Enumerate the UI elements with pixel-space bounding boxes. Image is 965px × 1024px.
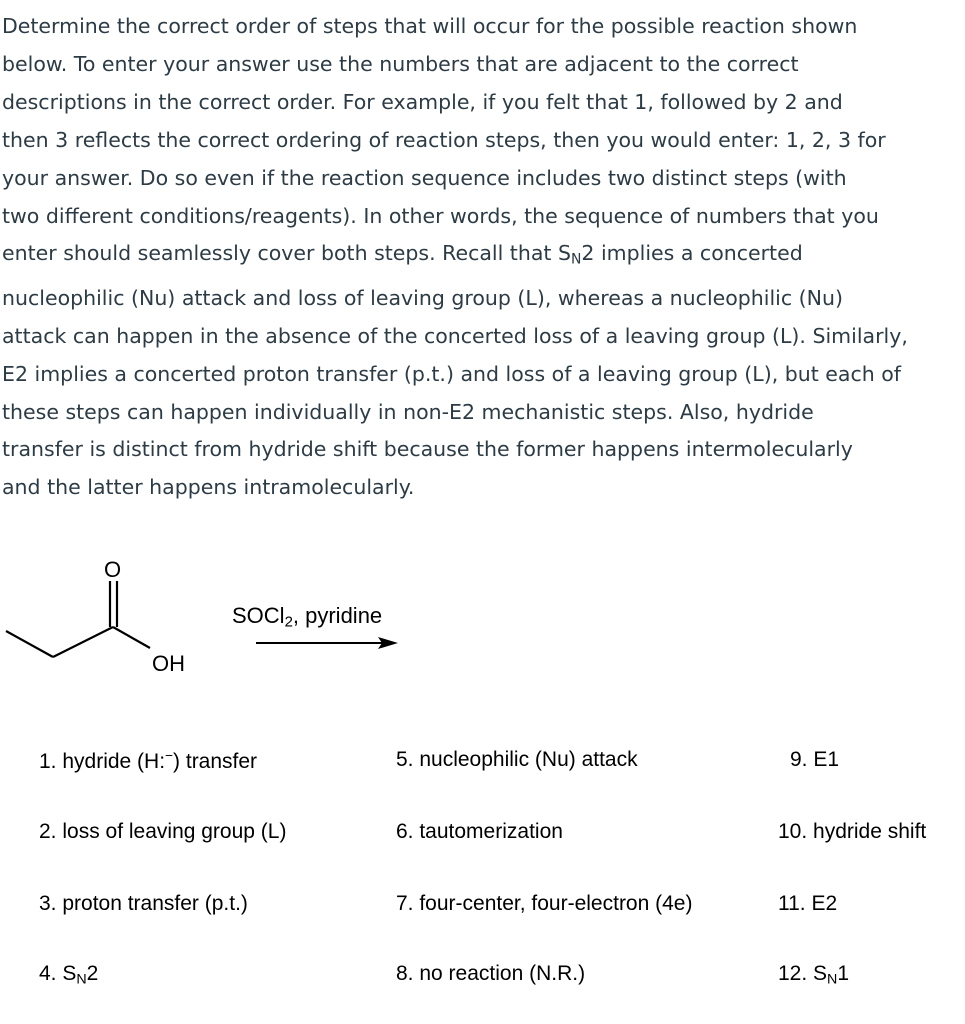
question-line — [2, 235, 962, 279]
option-4-pre: 4. S — [39, 962, 77, 985]
option-12 — [778, 962, 849, 988]
question-line: transfer is distinct from hydride shift because the former happens intermolecularly — [2, 437, 853, 462]
question-line: below. To enter your answer use the numbers that are adjacent to the correct — [2, 51, 799, 76]
option-1 — [39, 748, 257, 774]
sn2-s: S — [557, 241, 571, 266]
reagent-label — [232, 603, 382, 631]
reaction-scheme — [0, 555, 420, 685]
bond-c-oh — [113, 627, 150, 648]
option-7: 7. four-center, four-electron (4e) — [396, 892, 693, 915]
option-2: 2. loss of leaving group (L) — [39, 820, 287, 843]
question-line: descriptions in the correct order. For example, if you felt that 1, followed by 2 and — [2, 89, 843, 114]
question-text — [2, 8, 962, 507]
question-line: two different conditions/reagents). In other words, the sequence of numbers that you — [2, 203, 879, 228]
option-1-pre: 1. hydride (H: — [39, 750, 166, 773]
reagent-suffix: , pyridine — [292, 603, 383, 628]
reagent-subscript: 2 — [284, 613, 293, 631]
sn2-subscript: N — [570, 251, 582, 268]
question-line: attack can happen in the absence of the concerted loss of a leaving group (L). Similarly, — [2, 323, 908, 348]
question-line-text: enter should seamlessly cover both steps. Recall that — [2, 241, 558, 266]
option-8: 8. no reaction (N.R.) — [396, 962, 586, 985]
option-10: 10. hydride shift — [778, 820, 927, 843]
option-4-sub: N — [76, 971, 87, 988]
option-3: 3. proton transfer (p.t.) — [39, 892, 248, 915]
question-line: and the latter happens intramolecularly. — [2, 475, 415, 500]
reagent-prefix: SOCl — [232, 603, 285, 628]
question-line: Determine the correct order of steps that will occur for the possible reaction shown — [2, 14, 858, 38]
question-line: nucleophilic (Nu) attack and loss of leaving group (L), whereas a nucleophilic (Nu) — [2, 285, 843, 310]
carbonyl-oxygen: O — [104, 557, 122, 582]
option-9: 9. E1 — [790, 748, 840, 771]
question-line-tail: implies a concerted — [594, 241, 803, 266]
option-1-post: ) transfer — [173, 750, 258, 773]
option-4 — [39, 962, 98, 988]
option-1-charge: − — [165, 748, 174, 763]
question-line: then 3 reflects the correct ordering of reaction steps, then you would enter: 1, 2, 3 for — [2, 127, 886, 152]
bond-ch3-ch2 — [6, 631, 53, 657]
hydroxyl-group: OH — [152, 651, 185, 676]
option-12-sub: N — [827, 971, 838, 988]
option-11: 11. E2 — [778, 892, 838, 915]
option-12-pre: 12. S — [778, 962, 828, 985]
question-line: E2 implies a concerted proton transfer (p.t.) and loss of a leaving group (L), but each of — [2, 361, 902, 386]
option-12-post: 1 — [837, 962, 850, 985]
question-line: your answer. Do so even if the reaction sequence includes two distinct steps (with — [2, 165, 847, 190]
question-line: these steps can happen individually in non-E2 mechanistic steps. Also, hydride — [2, 399, 814, 424]
option-6: 6. tautomerization — [396, 820, 563, 843]
option-5: 5. nucleophilic (Nu) attack — [396, 748, 638, 771]
bond-ch2-c — [53, 627, 113, 657]
option-4-post: 2 — [86, 962, 99, 985]
sn2-number: 2 — [581, 241, 595, 266]
